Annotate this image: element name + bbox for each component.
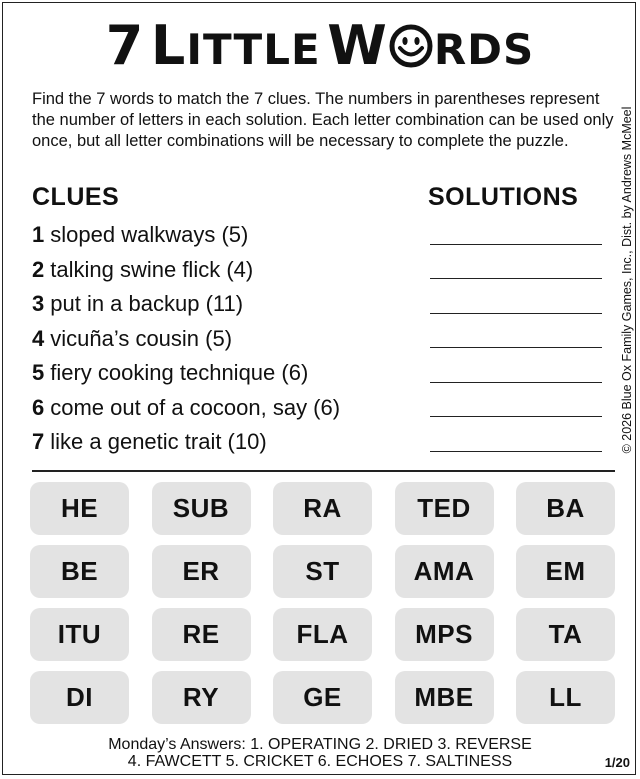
letter-tile[interactable]: TA [516, 608, 615, 661]
letter-tile[interactable]: BE [30, 545, 129, 598]
previous-answers [0, 736, 640, 770]
clue-text: vicuña’s cousin (5) [50, 325, 233, 351]
clue-number: 2 [32, 256, 45, 282]
letter-tiles [30, 482, 618, 724]
clue-row [32, 425, 612, 460]
letter-tile[interactable]: GE [273, 671, 372, 724]
letter-tile[interactable]: DI [30, 671, 129, 724]
letter-tile[interactable]: EM [516, 545, 615, 598]
letter-tile[interactable]: BA [516, 482, 615, 535]
letter-tile[interactable]: ER [152, 545, 251, 598]
clues-heading: CLUES [32, 183, 120, 211]
clue-row [32, 218, 612, 253]
solution-blank[interactable] [430, 382, 602, 383]
clue-text: talking swine flick (4) [50, 256, 254, 282]
copyright-text: © 2026 Blue Ox Family Games, Inc., Dist. by Andrews McMeel [620, 106, 634, 454]
divider [32, 470, 615, 472]
solution-blank[interactable] [430, 451, 602, 452]
letter-tile[interactable]: ITU [30, 608, 129, 661]
title-letter: W [327, 14, 388, 77]
letter-tile[interactable]: ST [273, 545, 372, 598]
clue-number: 4 [32, 325, 45, 351]
solution-blank[interactable] [430, 416, 602, 417]
letter-tile[interactable]: RA [273, 482, 372, 535]
clue-row [32, 391, 612, 426]
clue-number: 3 [32, 291, 45, 317]
letter-tile[interactable]: FLA [273, 608, 372, 661]
solution-blank[interactable] [430, 278, 602, 279]
letter-tile[interactable]: TED [395, 482, 494, 535]
page-number: 1/20 [604, 755, 630, 770]
solutions-heading: SOLUTIONS [428, 183, 579, 211]
letter-tile[interactable]: HE [30, 482, 129, 535]
letter-tile[interactable]: MBE [395, 671, 494, 724]
clue-text: come out of a cocoon, say (6) [50, 394, 341, 420]
title-number: 7 [105, 14, 145, 77]
letter-tile[interactable]: MPS [395, 608, 494, 661]
answers-line: 4. FAWCETT 5. CRICKET 6. ECHOES 7. SALTINESS [127, 753, 513, 770]
copyright-credit [618, 90, 636, 470]
clue-text: like a genetic trait (10) [50, 429, 267, 455]
clue-row [32, 356, 612, 391]
puzzle-title [0, 14, 640, 77]
clue-row [32, 287, 612, 322]
letter-tile[interactable]: RY [152, 671, 251, 724]
clue-row [32, 322, 612, 357]
clue-text: sloped walkways (5) [50, 222, 249, 248]
solution-blank[interactable] [430, 244, 602, 245]
clue-text: fiery cooking technique (6) [50, 360, 309, 386]
clue-list [32, 218, 612, 460]
letter-tile[interactable]: SUB [152, 482, 251, 535]
letter-tile[interactable]: LL [516, 671, 615, 724]
letter-tile[interactable]: AMA [395, 545, 494, 598]
clue-number: 5 [32, 360, 45, 386]
title-letter: L [150, 14, 187, 77]
clue-text: put in a backup (11) [50, 291, 244, 317]
title-text: ITTLE [186, 25, 321, 74]
clue-row [32, 253, 612, 288]
instructions: Find the 7 words to match the 7 clues. The numbers in parentheses represent the number of letters in each solution. Each letter combination can be used only once, but all letter combinations will be necessary to complete the puzzle. [32, 90, 614, 150]
clue-number: 6 [32, 394, 45, 420]
answers-line: Monday’s Answers: 1. OPERATING 2. DRIED 3. REVERSE [108, 736, 532, 753]
clue-number: 1 [32, 222, 45, 248]
solution-blank[interactable] [430, 313, 602, 314]
smiley-face-icon [389, 24, 433, 68]
letter-tile[interactable]: RE [152, 608, 251, 661]
clue-number: 7 [32, 429, 45, 455]
title-text: RDS [433, 25, 535, 74]
solution-blank[interactable] [430, 347, 602, 348]
